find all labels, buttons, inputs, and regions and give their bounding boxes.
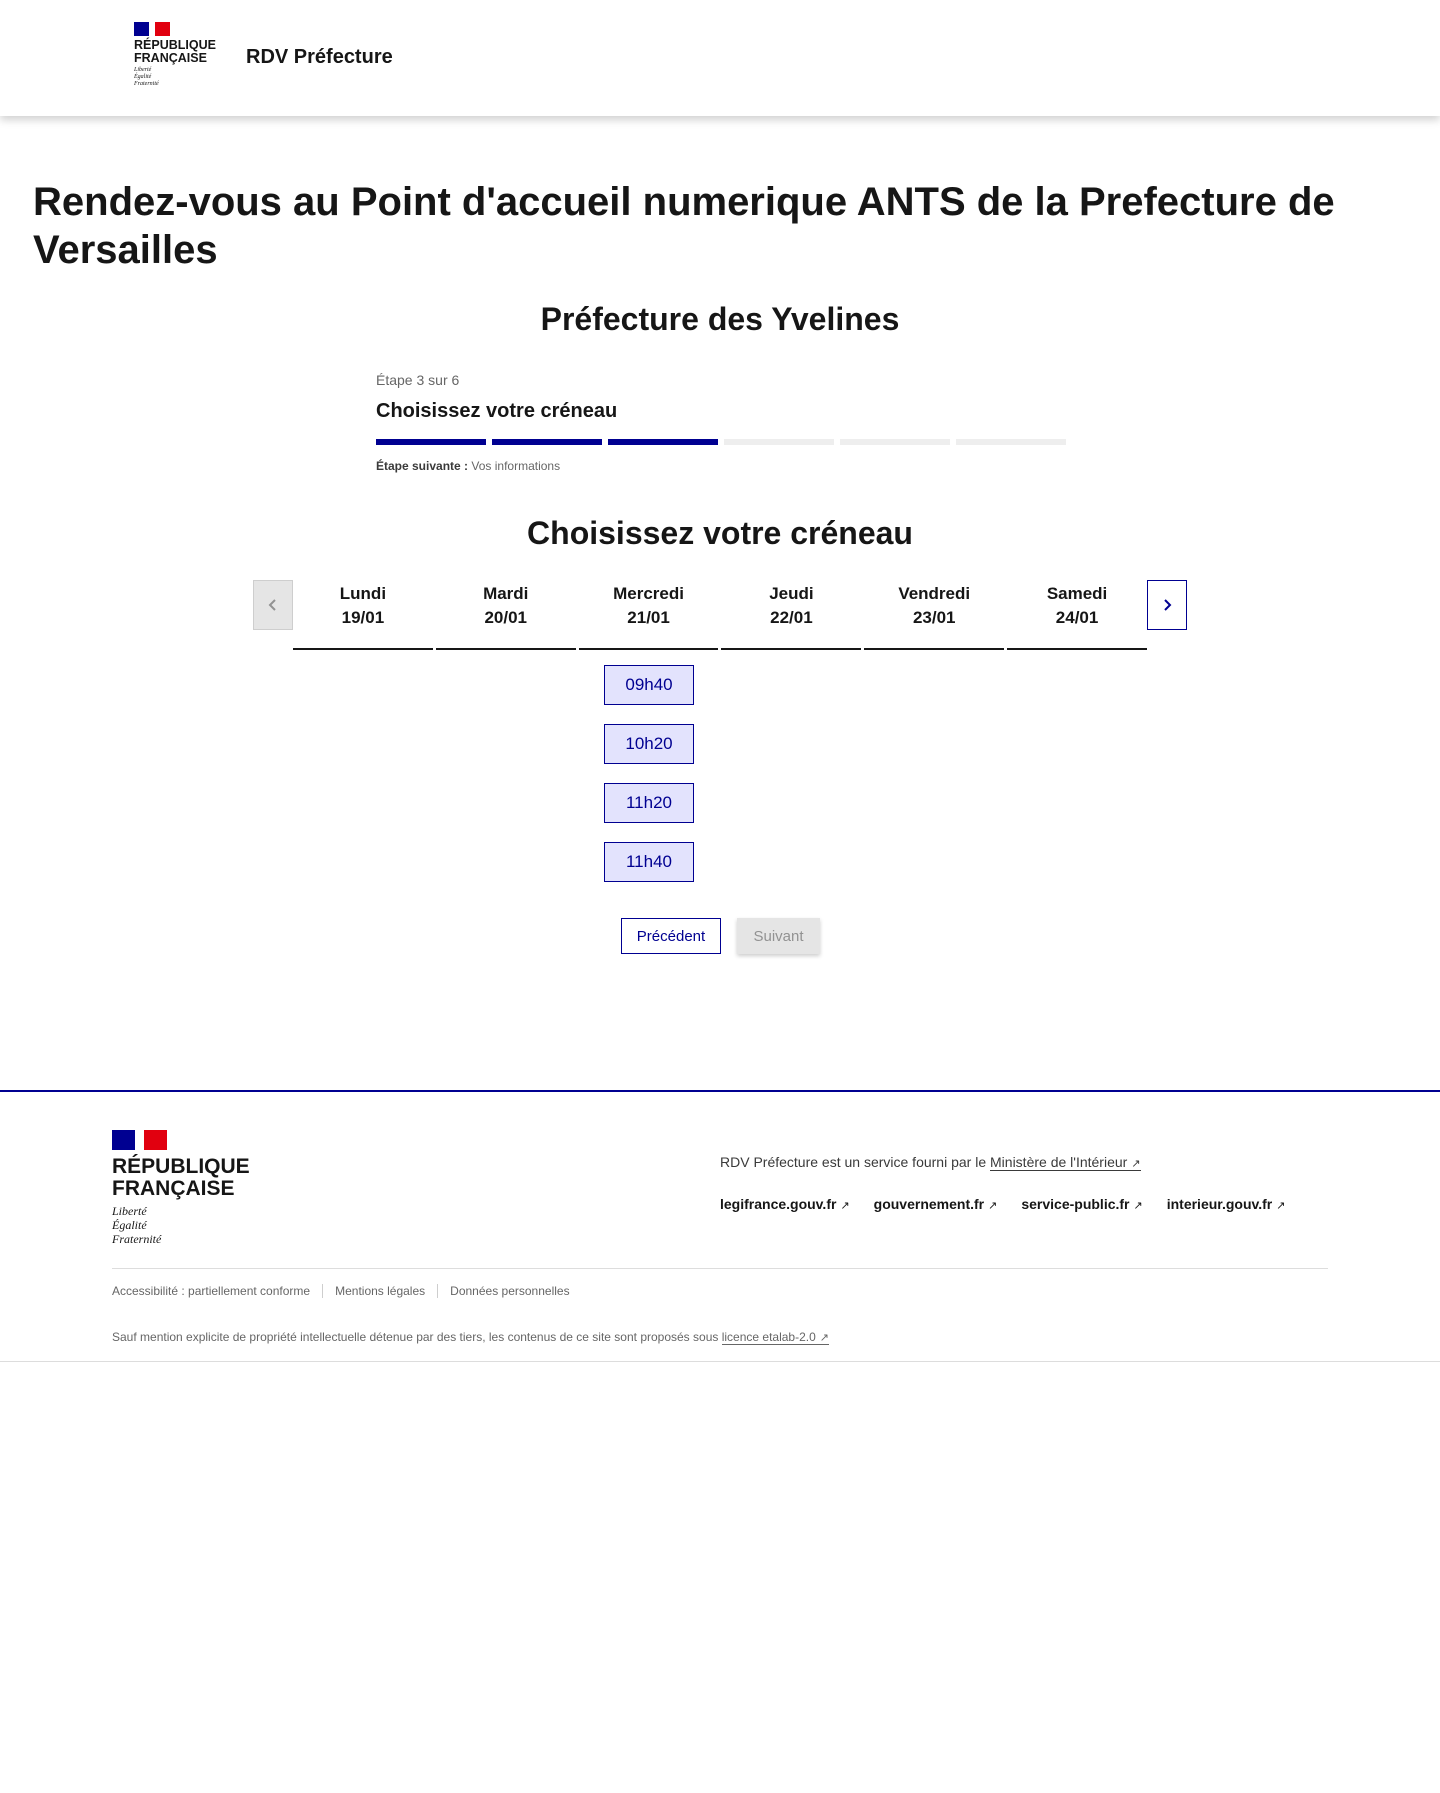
page-subtitle: Préfecture des Yvelines — [540, 301, 900, 337]
footer-bottom-link[interactable]: Accessibilité : partiellement conforme — [112, 1284, 311, 1298]
footer-description-text: RDV Préfecture est un service fourni par le — [720, 1154, 987, 1170]
section-title: Choisissez votre créneau — [527, 515, 913, 551]
day-date: 23/01 — [912, 608, 956, 627]
footer-motto-liberte: Liberté — [112, 1204, 147, 1218]
footer-brand-line-1: RÉPUBLIQUE — [112, 1155, 250, 1178]
external-link-icon: ↗ — [1133, 1200, 1143, 1212]
step-next-label: Étape suivante : — [376, 459, 469, 473]
brand-line-2: FRANÇAISE — [134, 51, 207, 65]
step-progress-bars — [376, 439, 1066, 445]
step-bar — [492, 439, 602, 445]
footer-link-text: interieur.gouv.fr — [1166, 1196, 1273, 1212]
footer-external-link[interactable] — [720, 1196, 850, 1212]
site-footer — [0, 1090, 1440, 1362]
external-link-icon: ↗ — [840, 1200, 850, 1212]
time-slot-button[interactable]: 09h40 — [604, 665, 694, 705]
ministere-link[interactable] — [990, 1154, 1141, 1171]
previous-button[interactable]: Précédent — [621, 918, 721, 954]
day-header — [293, 580, 433, 650]
footer-license — [112, 1330, 829, 1344]
next-week-button[interactable] — [1147, 580, 1187, 630]
step-bar — [608, 439, 718, 445]
step-count: Étape 3 sur 6 — [376, 372, 460, 388]
footer-external-link[interactable] — [1021, 1196, 1142, 1212]
day-date: 19/01 — [341, 608, 385, 627]
external-link-icon: ↗ — [1131, 1158, 1141, 1170]
brand-line-1: RÉPUBLIQUE — [134, 38, 216, 52]
chevron-left-icon — [267, 598, 279, 612]
chevron-right-icon — [1161, 598, 1173, 612]
step-next — [376, 459, 1066, 473]
time-slot-button[interactable]: 10h20 — [604, 724, 694, 764]
day-name: Mardi — [483, 584, 529, 603]
step-bar — [956, 439, 1066, 445]
footer-link-text: service-public.fr — [1021, 1196, 1130, 1212]
time-slot-button[interactable]: 11h40 — [604, 842, 694, 882]
day-header — [864, 580, 1004, 650]
motto-egalite: Égalité — [134, 74, 152, 80]
footer-divider — [112, 1268, 1328, 1269]
day-header — [1007, 580, 1147, 650]
footer-description — [720, 1154, 1141, 1170]
step-bar — [840, 439, 950, 445]
footer-motto-egalite: Égalité — [112, 1218, 147, 1232]
motto-liberte: Liberté — [134, 67, 152, 73]
day-name: Vendredi — [898, 584, 971, 603]
external-link-icon: ↗ — [1276, 1200, 1286, 1212]
licence-link-text: licence etalab-2.0 — [721, 1330, 816, 1344]
stepper — [376, 372, 1066, 473]
service-title[interactable]: RDV Préfecture — [246, 46, 393, 68]
license-text: Sauf mention explicite de propriété intellectuelle détenue par des tiers, les contenus de ce site sont proposés sous — [112, 1330, 719, 1344]
step-next-value: Vos informations — [471, 459, 561, 473]
footer-bottom-link[interactable]: Mentions légales — [322, 1284, 437, 1298]
external-link-icon: ↗ — [988, 1200, 998, 1212]
previous-week-button[interactable] — [253, 580, 293, 630]
footer-motto-fraternite: Fraternité — [112, 1232, 162, 1246]
footer-link-text: legifrance.gouv.fr — [720, 1196, 837, 1212]
day-date: 22/01 — [770, 608, 813, 627]
french-flag-icon — [134, 22, 170, 36]
day-header — [721, 580, 861, 650]
calendar-days — [293, 580, 1147, 650]
step-title: Choisissez votre créneau — [376, 400, 618, 422]
day-header — [579, 580, 719, 650]
time-slots-wednesday — [604, 665, 694, 901]
next-button[interactable]: Suivant — [737, 918, 820, 954]
page-title: Rendez-vous au Point d'accueil numerique ANTS de la Prefecture de Versailles — [33, 180, 1335, 272]
footer-bottom-link[interactable]: Données personnelles — [437, 1284, 581, 1298]
french-flag-icon — [112, 1130, 167, 1150]
external-link-icon: ↗ — [819, 1332, 829, 1344]
day-name: Jeudi — [769, 584, 814, 603]
footer-link-text: gouvernement.fr — [873, 1196, 985, 1212]
step-bar — [376, 439, 486, 445]
step-bar — [724, 439, 834, 445]
licence-etalab-link[interactable] — [722, 1330, 829, 1345]
footer-republique-francaise-logo[interactable] — [112, 1130, 250, 1246]
footer-brand-line-2: FRANÇAISE — [112, 1177, 235, 1200]
footer-links — [720, 1196, 1285, 1212]
site-header — [0, 0, 1440, 116]
footer-external-link[interactable] — [874, 1196, 998, 1212]
day-name: Samedi — [1046, 584, 1108, 603]
day-date: 21/01 — [627, 608, 670, 627]
footer-bottom-links — [112, 1284, 582, 1298]
day-name: Lundi — [339, 584, 387, 603]
day-name: Mercredi — [613, 584, 684, 603]
time-slot-button[interactable]: 11h20 — [604, 783, 694, 823]
day-date: 20/01 — [484, 608, 528, 627]
day-header — [436, 580, 576, 650]
day-date: 24/01 — [1055, 608, 1099, 627]
motto-fraternite: Fraternité — [134, 81, 159, 87]
footer-external-link[interactable] — [1167, 1196, 1286, 1212]
republique-francaise-logo[interactable] — [134, 22, 216, 88]
ministere-link-text: Ministère de l'Intérieur — [990, 1154, 1128, 1170]
